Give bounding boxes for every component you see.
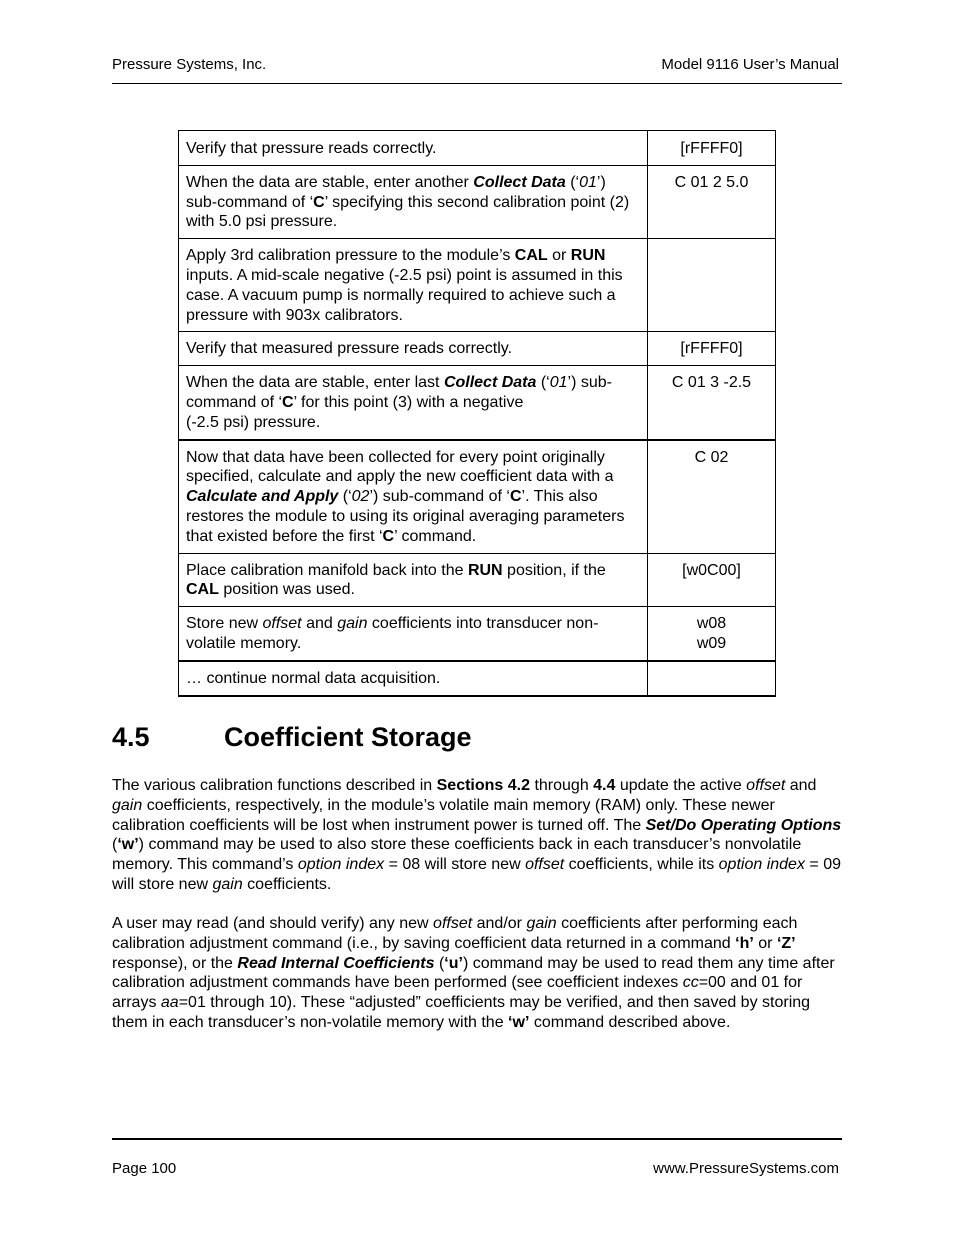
emphasis-text: gain (526, 915, 557, 932)
section-number: 4.5 (112, 722, 150, 752)
emphasis-text: ‘w’ (117, 836, 139, 854)
table-row (179, 165, 776, 238)
step-description-cell: Now that data have been collected for every point originally specified, calculate and apply the new coefficient data with a Calculate and Apply (‘02’) sub-command of ‘C’. This also restores the module to using its original averaging parameters that existed before the first ‘C’ command. (179, 440, 648, 553)
header-divider (112, 83, 842, 84)
command-text: C 01 3 -2.5 (671, 374, 752, 392)
table-row (179, 607, 776, 661)
emphasis-text: Set/Do Operating Options (645, 816, 842, 834)
step-description-cell: Verify that measured pressure reads correctly. (179, 332, 648, 366)
command-text: w08 (696, 615, 727, 633)
emphasis-text: ‘w’ (508, 1013, 530, 1031)
emphasis-text: Collect Data (443, 374, 537, 392)
emphasis-text: ‘h’ (735, 934, 754, 952)
command-cell (648, 553, 776, 607)
emphasis-text: CAL (514, 247, 548, 265)
emphasis-text: 01 (549, 374, 568, 392)
emphasis-text: Collect Data (473, 173, 566, 191)
step-description-cell: When the data are stable, enter last Collect Data (‘01’) sub-command of ‘C’ for this point (3) with a negative (-2.5 psi) pressure. (179, 366, 648, 440)
command-cell (648, 607, 776, 661)
emphasis-text: offset (262, 615, 302, 633)
emphasis-text: 4.4 (593, 777, 616, 794)
command-cell (648, 332, 776, 366)
emphasis-text: gain (337, 615, 368, 633)
footer-website: www.PressureSystems.com (653, 1160, 839, 1177)
step-description-cell: … continue normal data acquisition. (179, 661, 648, 696)
emphasis-text: ‘u’ (444, 954, 463, 972)
emphasis-text: Calculate and Apply (186, 488, 339, 506)
command-cell (648, 131, 776, 166)
body-paragraph-1: The various calibration functions described in Sections 4.2 through 4.4 update the active offset and gain coefficients, respectively, in the module’s volatile main memory (RAM) only. These newer calibration coefficients will be lost when instrument power is turned off. The Set/Do Operating Options (‘w’) command may be used to also store these coefficients back in each transducer’s nonvolatile memory. This command’s option index = 08 will store new offset coefficients, while its option index = 09 will store new gain coefficients. (112, 777, 842, 893)
body-paragraph-2: A user may read (and should verify) any new offset and/or gain coefficients after performing each calibration adjustment command (i.e., by saving coefficient data returned in a command ‘h’ or ‘Z’ response), or the Read Internal Coefficients (‘u’) command may be used to read them any time after calibration adjustment commands have been performed (see coefficient indexes cc=00 and 01 for arrays aa=01 through 10). These “adjusted” coefficients may be verified, and then saved by storing them in each transducer’s non-volatile memory with the ‘w’ command described above. (112, 915, 835, 1031)
command-cell (648, 661, 776, 696)
table-row (179, 332, 776, 366)
table-row (179, 366, 776, 440)
step-description-cell: Verify that pressure reads correctly. (179, 131, 648, 166)
header-company: Pressure Systems, Inc. (112, 56, 267, 73)
emphasis-text: cc (682, 974, 699, 992)
command-text: C 01 2 5.0 (674, 173, 749, 191)
emphasis-text: C (282, 393, 294, 411)
command-cell (648, 366, 776, 440)
step-description-cell: Place calibration manifold back into the RUN position, if the CAL position was used. (179, 553, 648, 607)
command-text: [w0C00] (682, 561, 741, 579)
emphasis-text: RUN (570, 247, 606, 265)
emphasis-text: option index (718, 856, 805, 874)
step-description-cell: Apply 3rd calibration pressure to the module’s CAL or RUN inputs. A mid-scale negative (-2.5 psi) point is assumed in this case. A vacuum pump is normally required to achieve such a pressure with 903x calibrators. (179, 239, 648, 332)
command-cell (648, 440, 776, 553)
section-title: Coefficient Storage (224, 722, 472, 752)
emphasis-text: offset (746, 777, 786, 794)
footer-divider (112, 1138, 842, 1140)
command-text: [rFFFF0] (680, 140, 743, 157)
emphasis-text: C (313, 193, 325, 211)
command-cell (648, 165, 776, 238)
emphasis-text: gain (112, 796, 143, 814)
table-row (179, 661, 776, 696)
emphasis-text: offset (433, 915, 473, 932)
emphasis-text: C (382, 527, 395, 545)
table-row (179, 239, 776, 332)
table-row (179, 553, 776, 607)
emphasis-text: 02 (351, 488, 370, 506)
emphasis-text: Read Internal Coefficients (237, 954, 435, 972)
emphasis-text: 01 (579, 173, 597, 191)
emphasis-text: Sections 4.2 (436, 777, 530, 794)
header-manual-title: Model 9116 User’s Manual (661, 56, 839, 73)
table-row (179, 440, 776, 553)
calibration-procedure-table (178, 130, 776, 697)
emphasis-text: offset (525, 856, 565, 874)
emphasis-text: RUN (467, 561, 503, 579)
command-text: C 02 (694, 448, 729, 466)
footer-page-number: Page 100 (112, 1160, 177, 1177)
emphasis-text: ‘Z’ (776, 934, 796, 952)
table-row (179, 131, 776, 166)
step-description-cell: Store new offset and gain coefficients into transducer non-volatile memory. (179, 607, 648, 661)
emphasis-text: CAL (186, 581, 219, 599)
command-text: [rFFFF0] (680, 340, 743, 358)
step-description-cell: When the data are stable, enter another Collect Data (‘01’) sub-command of ‘C’ specifying this second calibration point (2) with 5.0 psi pressure. (179, 165, 648, 238)
command-cell (648, 239, 776, 332)
emphasis-text: gain (212, 875, 243, 893)
emphasis-text: aa (160, 994, 179, 1012)
command-text: w09 (696, 634, 727, 652)
emphasis-text: option index (297, 856, 385, 874)
emphasis-text: C (509, 488, 522, 506)
